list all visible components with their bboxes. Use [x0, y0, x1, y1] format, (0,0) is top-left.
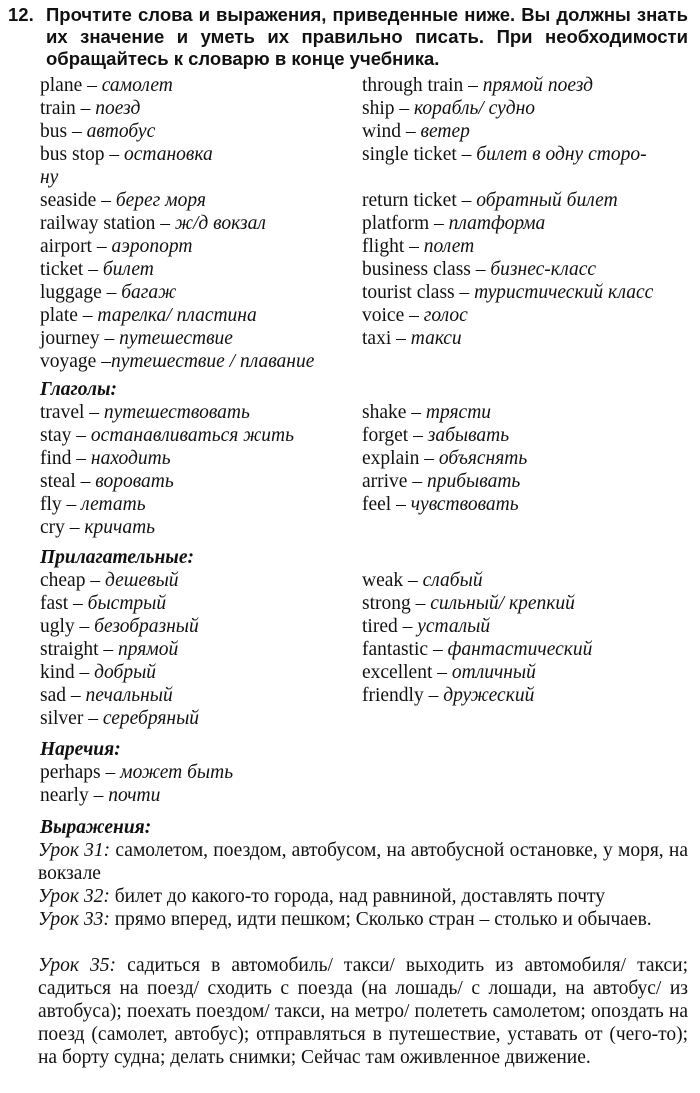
lesson-33: [38, 908, 688, 931]
vocab-entry: plate – тарелка/ пластина: [40, 305, 257, 326]
vocab-entry: return ticket – обратный билет: [362, 190, 618, 211]
vocab-entry: voyage –путешествие / плавание: [40, 351, 315, 372]
vocab-entry: forget – забывать: [362, 425, 510, 446]
vocab-entry: single ticket – билет в одну сторо-: [362, 144, 647, 165]
lesson-32: [38, 885, 688, 908]
vocab-entry: steal – воровать: [40, 471, 174, 492]
vocab-entry: fantastic – фантастический: [362, 639, 593, 660]
vocab-entry: fly – летать: [40, 494, 146, 515]
vocab-entry: excellent – отличный: [362, 662, 536, 683]
vocab-entry: voice – голос: [362, 305, 468, 326]
vocab-entry: taxi – такси: [362, 328, 462, 349]
vocab-entry: shake – трясти: [362, 402, 492, 423]
lesson-31: [38, 839, 688, 885]
vocab-entry: luggage – багаж: [40, 282, 177, 303]
vocab-entry: straight – прямой: [40, 639, 179, 660]
lesson-35: [38, 954, 688, 1069]
vocab-entry: perhaps – может быть: [40, 762, 234, 783]
vocab-entry: weak – слабый: [362, 570, 483, 591]
verbs-section: [40, 378, 360, 539]
task-number: 12.: [8, 4, 34, 25]
vocab-entry: find – находить: [40, 448, 171, 469]
vocab-entry: seaside – берег моря: [40, 190, 206, 211]
vocab-entry: sad – печальный: [40, 685, 173, 706]
vocab-entry: tourist class – туристический класс: [362, 282, 654, 303]
task-text: Прочтите слова и выражения, приведенные ниже. Вы должны знать их значение и уметь их правильно писать. При необходимости обращайтесь к словарю в конце учебника.: [46, 4, 688, 69]
vocab-entry: railway station – ж/д вокзал: [40, 213, 266, 234]
vocab-entry: explain – объяснять: [362, 448, 528, 469]
adjectives-heading: Прилагательные:: [40, 547, 194, 568]
task-instruction: [8, 4, 688, 70]
lesson-text: садиться в автомобиль/ такси/ выходить из автомобиля/ такси; садиться на поезд/ сходить с поезда (на лошадь/ с лошади, на автобус/ из автобуса); поехать поездом/ такси, на метро/ полететь самолетом; опоздать на поезд (самолет, автобус); отправляться в путешествие, уставать от (чего-то); на борту судна; делать снимки; Сейчас там оживленное движение.: [38, 955, 688, 1068]
vocab-entry: through train – прямой поезд: [362, 75, 594, 96]
expressions-heading: Выражения:: [40, 817, 152, 838]
vocab-entry: airport – аэропорт: [40, 236, 193, 257]
lesson-label: Урок 31:: [38, 840, 111, 861]
vocab-entry: nearly – почти: [40, 785, 161, 806]
lesson-label: Урок 32:: [38, 886, 110, 907]
lesson-label: Урок 35:: [38, 955, 117, 976]
vocab-entry: fast – быстрый: [40, 593, 167, 614]
vocab-entry: ugly – безобразный: [40, 616, 199, 637]
vocab-entry: plane – самолет: [40, 75, 173, 96]
vocab-entry: tired – усталый: [362, 616, 491, 637]
vocab-entry: friendly – дружеский: [362, 685, 535, 706]
vocab-entry: bus stop – остановка: [40, 144, 213, 165]
vocab-entry: wind – ветер: [362, 121, 470, 142]
verbs-right-column: [362, 401, 692, 516]
vocab-entry: kind – добрый: [40, 662, 157, 683]
vocab-entry: stay – останавливаться жить: [40, 425, 295, 446]
lesson-text: самолетом, поездом, автобусом, на автобусной остановке, у моря, на вокзале: [38, 840, 688, 884]
vocab-entry-continuation: ну: [40, 167, 59, 188]
vocab-entry: feel – чувствовать: [362, 494, 519, 515]
vocab-entry: ship – корабль/ судно: [362, 98, 536, 119]
vocab-entry: ticket – билет: [40, 259, 154, 280]
adjectives-section: [40, 546, 360, 730]
adverbs-heading: Наречия:: [40, 739, 121, 760]
vocab-entry: arrive – прибывать: [362, 471, 521, 492]
lesson-text: прямо вперед, идти пешком; Сколько стран – столько и обычаев.: [109, 909, 652, 930]
verbs-heading: Глаголы:: [40, 379, 117, 400]
expressions-heading-block: [40, 816, 360, 839]
vocab-entry: cry – кричать: [40, 517, 156, 538]
vocab-entry: train – поезд: [40, 98, 141, 119]
vocab-entry: silver – серебряный: [40, 708, 200, 729]
vocab-entry: flight – полет: [362, 236, 475, 257]
vocab-entry: cheap – дешевый: [40, 570, 179, 591]
vocab-entry: travel – путешествовать: [40, 402, 250, 423]
lesson-label: Урок 33:: [38, 909, 110, 930]
vocab-entry: business class – бизнес-класс: [362, 259, 597, 280]
vocab-entry: bus – автобус: [40, 121, 156, 142]
adjectives-right-column: [362, 569, 692, 707]
nouns-left-column: [40, 74, 360, 373]
spacer-line: [362, 166, 692, 189]
vocab-entry: strong – сильный/ крепкий: [362, 593, 575, 614]
nouns-right-column: [362, 74, 692, 350]
adverbs-section: [40, 738, 360, 807]
lesson-text: билет до какого-то города, над равниной, доставлять почту: [109, 886, 606, 907]
vocab-entry: journey – путешествие: [40, 328, 233, 349]
vocab-entry: platform – платформа: [362, 213, 546, 234]
